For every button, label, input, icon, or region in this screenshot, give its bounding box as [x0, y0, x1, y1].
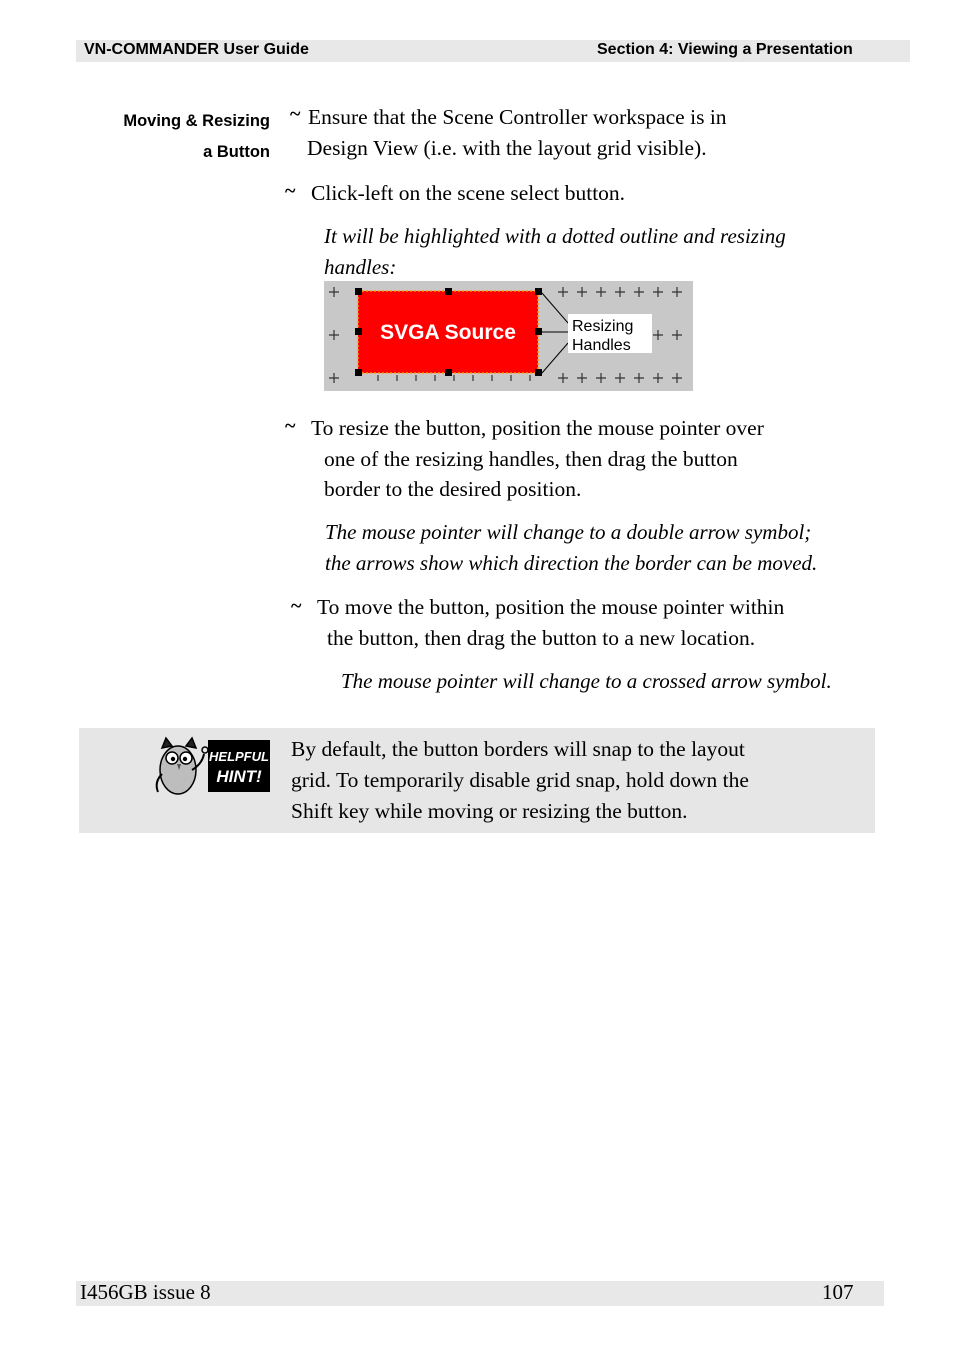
step-3-line3: border to the desired position.: [324, 477, 582, 501]
owl-hint-icon: [146, 734, 272, 798]
step-3-line2: one of the resizing handles, then drag the button: [324, 447, 738, 471]
note-highlight-line2: handles:: [324, 255, 397, 279]
bullet-step-1: ~: [290, 103, 301, 125]
button-label: SVGA Source: [380, 321, 516, 344]
resize-handles-figure: [324, 281, 693, 391]
step-1-line1: Ensure that the Scene Controller workspace is in: [308, 105, 727, 129]
bullet-step-4: ~: [291, 595, 302, 617]
note-double-arrow-line2: the arrows show which direction the border can be moved.: [325, 551, 818, 575]
step-2-line1: Click-left on the scene select button.: [311, 181, 626, 205]
note-crossed-arrow: The mouse pointer will change to a crossed arrow symbol.: [341, 669, 832, 693]
hint-badge-line2: HINT!: [216, 767, 262, 786]
bullet-step-2: ~: [285, 180, 296, 202]
header-doc-title: VN-COMMANDER User Guide: [84, 41, 309, 58]
header-section-title: Section 4: Viewing a Presentation: [597, 41, 853, 58]
hint-text: [291, 734, 749, 827]
step-3-line1: To resize the button, position the mouse pointer over: [311, 416, 764, 440]
note-highlight-line1: It will be highlighted with a dotted outline and resizing: [324, 224, 786, 248]
step-4-line1: To move the button, position the mouse pointer within: [317, 595, 785, 619]
hint-line2: grid. To temporarily disable grid snap, hold down the: [291, 768, 749, 792]
section-side-title: [80, 106, 270, 168]
hint-line1: By default, the button borders will snap to the layout: [291, 737, 745, 761]
page-number: 107: [822, 1280, 854, 1304]
callout-line1: Resizing: [572, 318, 634, 335]
footer-issue: I456GB issue 8: [80, 1280, 211, 1304]
side-title-line2: a Button: [203, 143, 270, 161]
hint-line3: Shift key while moving or resizing the button.: [291, 799, 688, 823]
note-double-arrow-line1: The mouse pointer will change to a double arrow symbol;: [325, 520, 812, 544]
step-4-line2: the button, then drag the button to a new location.: [327, 626, 756, 650]
callout-line2: Handles: [572, 337, 631, 354]
hint-badge-line1: HELPFUL: [209, 749, 269, 764]
bullet-step-3: ~: [285, 415, 296, 437]
step-1-line2: Design View (i.e. with the layout grid visible).: [307, 136, 707, 160]
side-title-line1: Moving & Resizing: [123, 112, 270, 130]
